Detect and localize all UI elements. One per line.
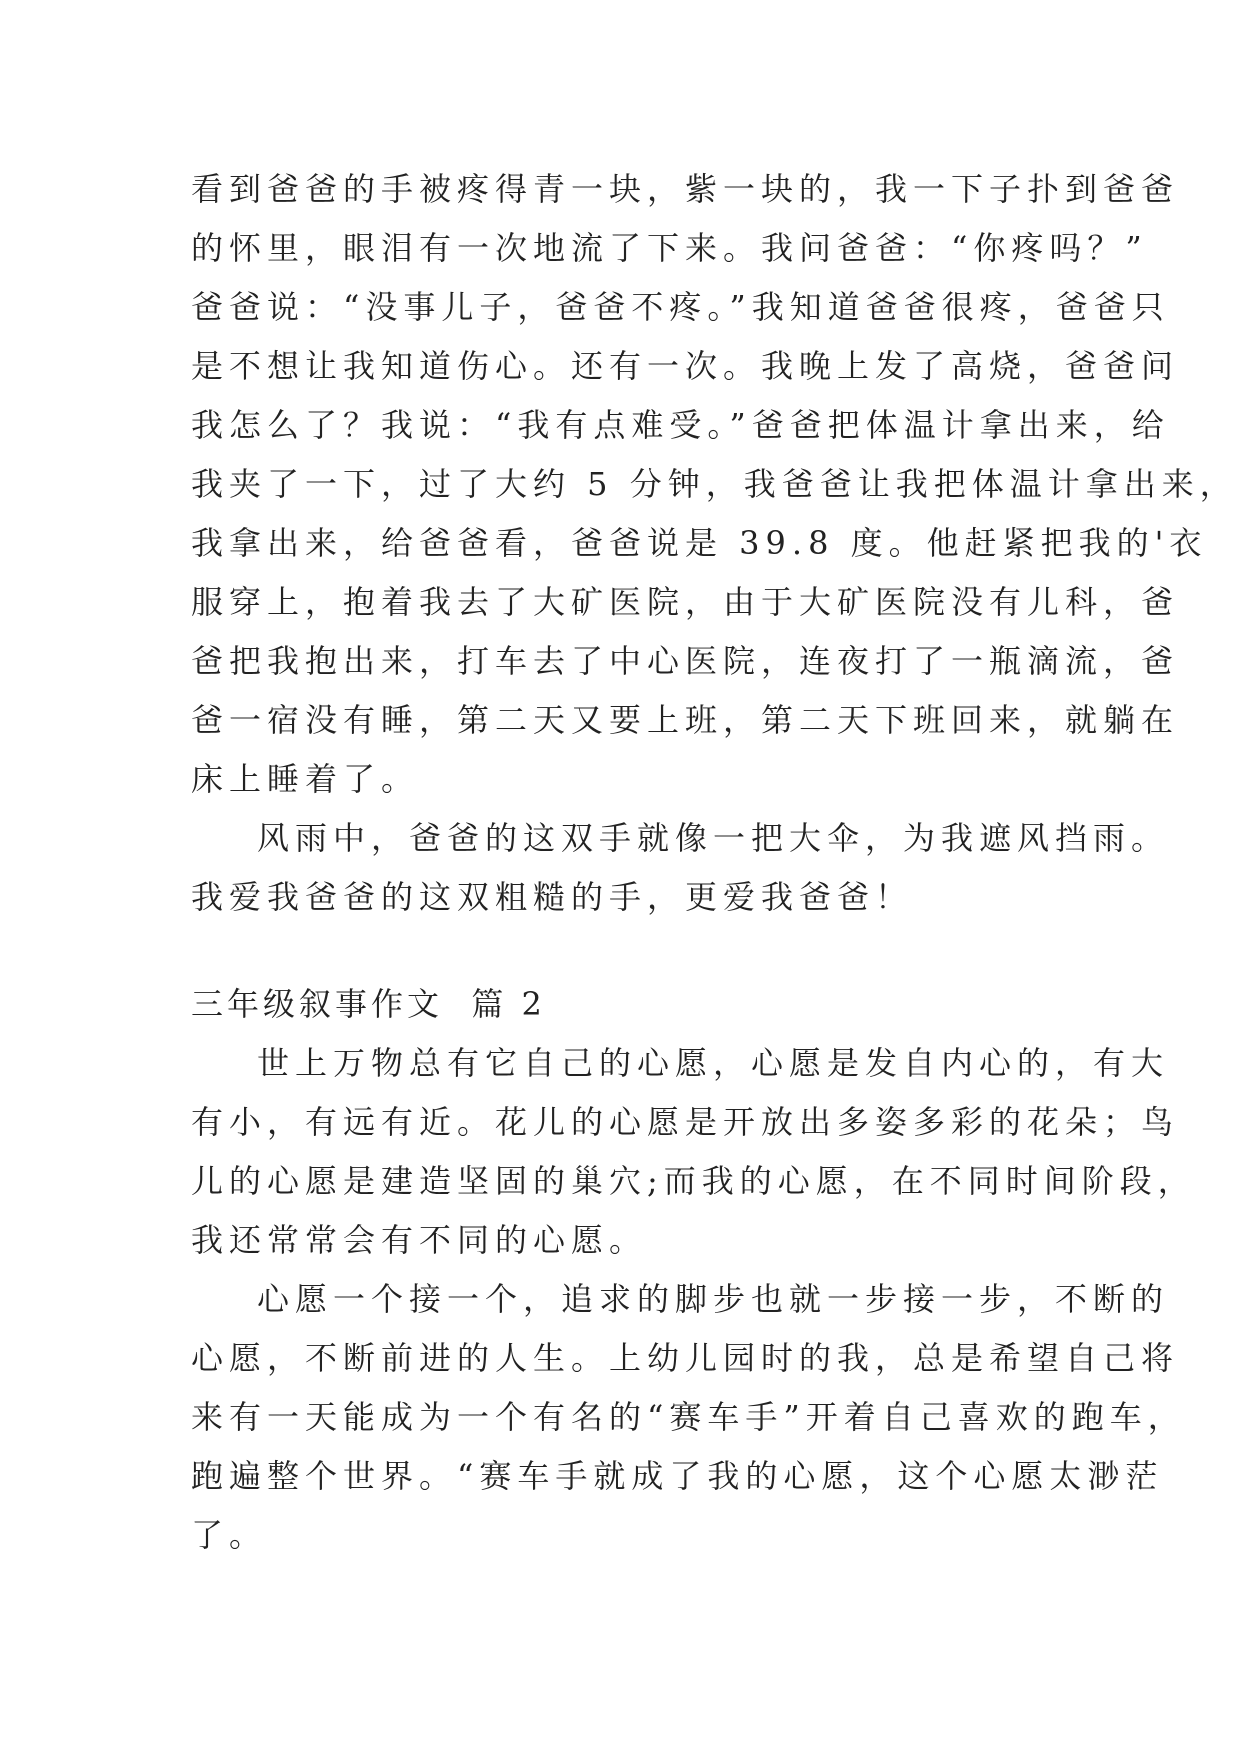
text-line: 我夹了一下，过了大约 5 分钟，我爸爸让我把体温计拿出来， <box>191 465 1238 503</box>
text-line: 来有一天能成为一个有名的“赛车手”开着自己喜欢的跑车， <box>191 1398 1186 1436</box>
paragraph-race-driver <box>191 1270 1186 1565</box>
text-line: 世上万物总有它自己的心愿，心愿是发自内心的，有大 <box>257 1044 1170 1082</box>
text-line: 有小，有远有近。花儿的心愿是开放出多姿多彩的花朵；鸟 <box>191 1103 1180 1141</box>
text-line: 我拿出来，给爸爸看，爸爸说是 39.8 度。他赶紧把我的'衣 <box>191 524 1208 562</box>
text-line: 我怎么了？我说：“我有点难受。”爸爸把体温计拿出来，给 <box>191 406 1170 444</box>
paragraph-wishes <box>191 1034 1196 1270</box>
text-line: 的怀里，眼泪有一次地流了下来。我问爸爸：“你疼吗？” <box>191 229 1148 267</box>
paragraph-closing <box>191 809 1170 927</box>
text-line: 了。 <box>191 1516 268 1554</box>
text-line: 服穿上，抱着我去了大矿医院，由于大矿医院没有儿科，爸 <box>191 583 1180 621</box>
text-line: 看到爸爸的手被疼得青一块，紫一块的，我一下子扑到爸爸 <box>191 170 1180 208</box>
text-line: 我爱我爸爸的这双粗糙的手，更爱我爸爸！ <box>191 878 914 916</box>
text-line: 风雨中，爸爸的这双手就像一把大伞，为我遮风挡雨。 <box>257 819 1170 857</box>
section-heading-block <box>191 975 1071 1034</box>
section-heading: 三年级叙事作文 篇 2 <box>191 985 546 1023</box>
paragraph-father-hands <box>191 160 1238 809</box>
text-line: 儿的心愿是建造坚固的巢穴;而我的心愿，在不同时间阶段， <box>191 1162 1196 1200</box>
text-line: 爸爸说：“没事儿子，爸爸不疼。”我知道爸爸很疼，爸爸只 <box>191 288 1170 326</box>
text-line: 床上睡着了。 <box>191 760 420 798</box>
text-line: 心愿，不断前进的人生。上幼儿园时的我，总是希望自己将 <box>191 1339 1180 1377</box>
text-line: 爸一宿没有睡，第二天又要上班，第二天下班回来，就躺在 <box>191 701 1180 739</box>
text-line: 跑遍整个世界。“赛车手就成了我的心愿，这个心愿太渺茫 <box>191 1457 1164 1495</box>
text-line: 心愿一个接一个，追求的脚步也就一步接一步，不断的 <box>257 1280 1170 1318</box>
text-line: 爸把我抱出来，打车去了中心医院，连夜打了一瓶滴流，爸 <box>191 642 1180 680</box>
text-line: 我还常常会有不同的心愿。 <box>191 1221 648 1259</box>
text-line: 是不想让我知道伤心。还有一次。我晚上发了高烧，爸爸问 <box>191 347 1180 385</box>
